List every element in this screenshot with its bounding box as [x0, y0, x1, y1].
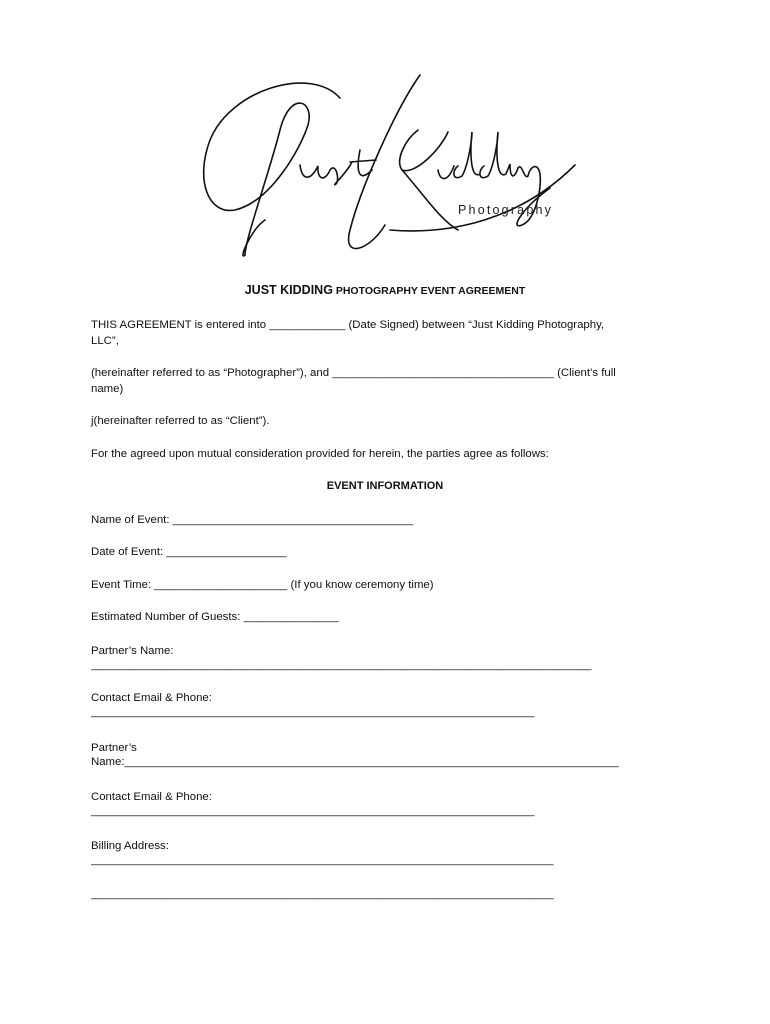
guests-field[interactable]: Estimated Number of Guests: _______________ [91, 611, 339, 623]
contact1-label: Contact Email & Phone: [91, 692, 212, 704]
intro-line-4: For the agreed upon mutual consideration provided for herein, the parties agree as follows: [91, 448, 549, 460]
section-heading: EVENT INFORMATION [326, 480, 444, 492]
billing-line-2[interactable]: _________________________________________________________________________ [91, 888, 554, 900]
title-rest: PHOTOGRAPHY EVENT AGREEMENT [332, 285, 526, 297]
contact2-line[interactable]: ______________________________________________________________________ [91, 805, 535, 817]
title-bold: JUST KIDDING [244, 283, 333, 297]
event-date-field[interactable]: Date of Event: ___________________ [91, 546, 287, 558]
contact2-label: Contact Email & Phone: [91, 791, 212, 803]
intro-line-2: (hereinafter referred to as “Photographer”), and ___________________________________ (Client’s full [91, 367, 616, 379]
document-title [0, 283, 770, 297]
intro-line-2b: name) [91, 383, 124, 395]
billing-line-1[interactable]: _________________________________________________________________________ [91, 854, 554, 866]
partner2-label: Partner’s [91, 742, 137, 754]
logo-subtitle: Photography [458, 203, 554, 217]
partner1-line[interactable]: _______________________________________________________________________________ [91, 659, 592, 671]
event-time-field[interactable]: Event Time: _____________________ (If you know ceremony time) [91, 579, 434, 591]
contact1-line[interactable]: ______________________________________________________________________ [91, 706, 535, 718]
intro-line-1b: LLC”, [91, 335, 119, 347]
event-name-field[interactable]: Name of Event: ______________________________________ [91, 514, 414, 526]
partner1-label: Partner’s Name: [91, 645, 174, 657]
just-kidding-logo [190, 70, 580, 265]
intro-line-1: THIS AGREEMENT is entered into ____________ (Date Signed) between “Just Kidding Photography, [91, 319, 605, 331]
billing-label: Billing Address: [91, 840, 169, 852]
intro-line-3: j(hereinafter referred to as “Client”). [91, 415, 270, 427]
partner2-line[interactable]: Name:______________________________________________________________________________ [91, 756, 619, 768]
